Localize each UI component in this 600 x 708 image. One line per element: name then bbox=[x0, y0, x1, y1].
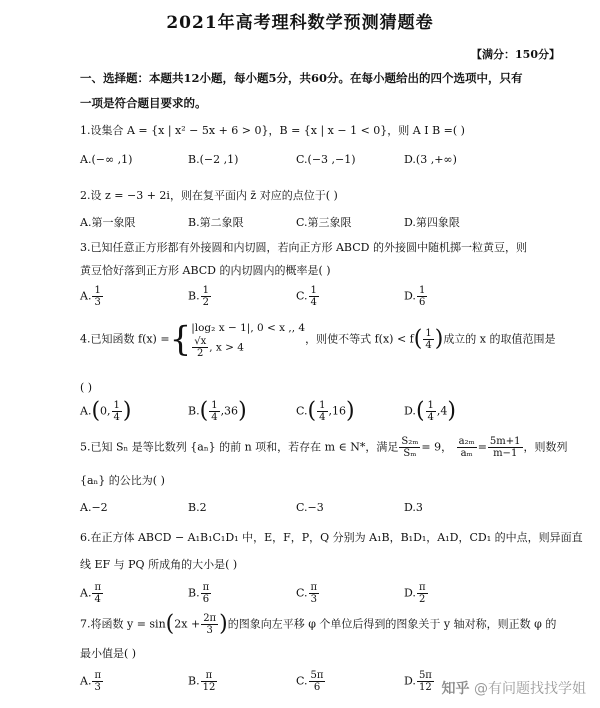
q7-option-c[interactable]: C. $\frac{5\pi}{6}$ bbox=[296, 670, 324, 693]
watermark-text: @有问题找找学姐 bbox=[474, 681, 586, 697]
q1-option-d[interactable]: D.(3 ,+∞) bbox=[404, 153, 457, 166]
question-3-line2: 黄豆恰好落到正方形 ABCD 的内切圆内的概率是( ) bbox=[80, 264, 331, 277]
q6-option-b[interactable]: B. $\frac{\pi}{6}$ bbox=[188, 582, 210, 605]
q4-piece-1: |log₂ x − 1|, 0 < x ,, 4 bbox=[191, 322, 306, 334]
q7-option-b[interactable]: B. $\frac{\pi}{12}$ bbox=[188, 670, 216, 693]
q2-option-c[interactable]: C.第三象限 bbox=[296, 216, 352, 229]
full-score: 【满分：150分】 bbox=[471, 48, 560, 61]
question-7-line2: 最小值是( ) bbox=[80, 647, 137, 660]
q5-option-b[interactable]: B.2 bbox=[188, 501, 207, 514]
q4-option-d[interactable]: D.( $\frac{1}{4}$ ,4) bbox=[404, 398, 456, 424]
question-2-stem: 2.设 z = −3 + 2i，则在复平面内 z̄ 对应的点位于( ) bbox=[80, 189, 338, 202]
page-title: 2021年高考理科数学预测猜题卷 bbox=[166, 13, 434, 33]
question-4-paren: ( ) bbox=[80, 381, 93, 394]
q4-option-c[interactable]: C.( $\frac{1}{4}$ ,16) bbox=[296, 398, 355, 424]
q4-option-a[interactable]: A.(0, $\frac{1}{4}$ ) bbox=[80, 398, 132, 424]
zhihu-watermark bbox=[442, 678, 586, 698]
q5-option-a[interactable]: A.−2 bbox=[80, 501, 108, 514]
q6-option-c[interactable]: C. $\frac{\pi}{3}$ bbox=[296, 582, 318, 605]
q1-option-a[interactable]: A.(−∞ ,1) bbox=[80, 153, 133, 166]
q5-option-d[interactable]: D.3 bbox=[404, 501, 423, 514]
q4-option-b[interactable]: B.( $\frac{1}{4}$ ,36) bbox=[188, 398, 247, 424]
q6-option-d[interactable]: D. $\frac{\pi}{2}$ bbox=[404, 582, 426, 605]
question-1-stem: 1.设集合 A = {x | x² − 5x + 6 > 0}，B = {x | x − 1 < 0}，则 A I B =( ) bbox=[80, 124, 465, 137]
q3-option-d[interactable]: D. $\frac{1}{6}$ bbox=[404, 285, 426, 308]
q7-option-a[interactable]: A. $\frac{\pi}{3}$ bbox=[80, 670, 102, 693]
q2-option-b[interactable]: B.第二象限 bbox=[188, 216, 244, 229]
question-3-line1: 3.已知任意正方形都有外接圆和内切圆，若向正方形 ABCD 的外接圆中随机掷一粒黄豆，则 bbox=[80, 241, 527, 254]
q3-option-a[interactable]: A. $\frac{1}{3}$ bbox=[80, 285, 101, 308]
zhihu-logo: 知乎 bbox=[441, 681, 470, 697]
q1-option-b[interactable]: B.(−2 ,1) bbox=[188, 153, 239, 166]
question-5-line1: 5.已知 Sₙ 是等比数列 {aₙ} 的前 n 项和，若存在 m ∈ N*，满足 $\frac{\text{S₂ₘ}}{\text{Sₘ}}$ = 9， $\frac{\text{a₂ₘ}}{\text{aₘ}}$ = $\frac{5m+1}{m-1}$ ，则数列 bbox=[80, 436, 568, 459]
q7-option-d[interactable]: D. $\frac{5\pi}{12}$ bbox=[404, 670, 432, 693]
q2-option-a[interactable]: A.第一象限 bbox=[80, 216, 136, 229]
question-4-stem: 4.已知函数 f(x) ={|log₂ x − 1|, 0 < x ,, 4 $\frac{√x}{2}$ , x > 4，则使不等式 f(x) < f( $\frac{1}{4}$ )成立的 x 的取值范围是 bbox=[80, 319, 556, 360]
q2-option-d[interactable]: D.第四象限 bbox=[404, 216, 460, 229]
q3-option-b[interactable]: B. $\frac{1}{2}$ bbox=[188, 285, 209, 308]
question-6-line2: 线 EF 与 PQ 所成角的大小是( ) bbox=[80, 558, 238, 571]
q6-option-a[interactable]: A. $\frac{\pi}{4}$ bbox=[80, 582, 102, 605]
section-heading: 一、选择题：本题共12小题，每小题5分，共60分。在每小题给出的四个选项中，只有 bbox=[80, 71, 523, 85]
question-6-line1: 6.在正方体 ABCD − A₁B₁C₁D₁ 中，E，F，P，Q 分别为 A₁B，B₁D₁，A₁D，CD₁ 的中点，则异面直 bbox=[80, 531, 583, 544]
section-heading-cont: 一项是符合题目要求的。 bbox=[80, 96, 207, 110]
question-5-line2: {aₙ} 的公比为( ) bbox=[80, 474, 165, 487]
q3-option-c[interactable]: C. $\frac{1}{4}$ bbox=[296, 285, 317, 308]
q1-option-c[interactable]: C.(−3 ,−1) bbox=[296, 153, 356, 166]
q5-option-c[interactable]: C.−3 bbox=[296, 501, 324, 514]
question-7-line1: 7.将函数 y = sin(2x + $\frac{2\pi}{3}$ )的图象向左平移 φ 个单位后得到的图象关于 y 轴对称，则正数 φ 的 bbox=[80, 611, 557, 637]
